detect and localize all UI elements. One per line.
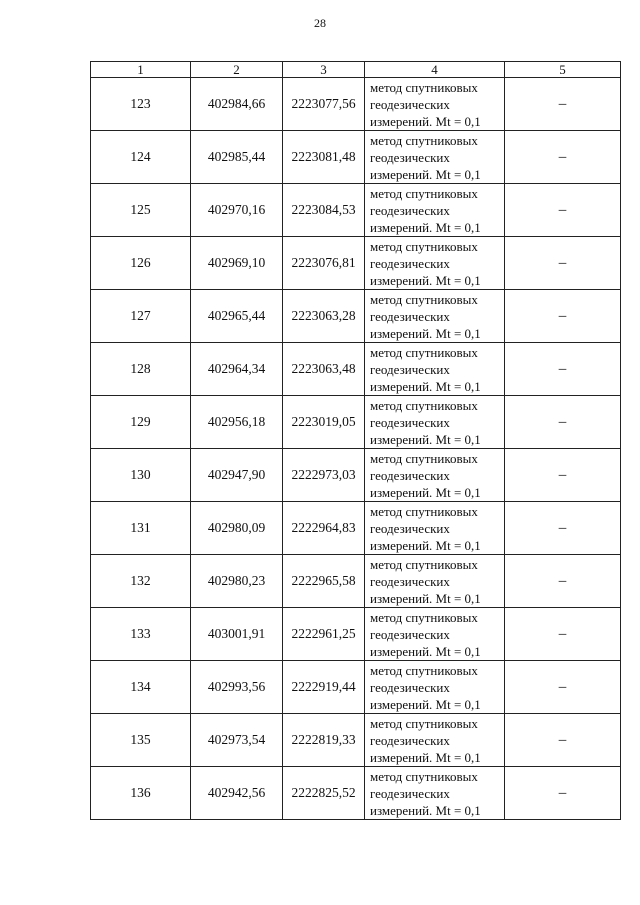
page-number: 28: [314, 16, 326, 30]
cell-point-id: 136: [91, 767, 191, 820]
cell-x-coordinate: 403001,91: [191, 608, 283, 661]
cell-method: метод спутниковых геодезических измерений. Mt = 0,1: [365, 502, 505, 555]
cell-x-coordinate: 402942,56: [191, 767, 283, 820]
table-row: [91, 396, 621, 449]
cell-note: –: [505, 714, 621, 767]
table-row: [91, 555, 621, 608]
column-header-4: 4: [365, 62, 505, 78]
cell-y-coordinate: 2223084,53: [283, 184, 365, 237]
cell-method: метод спутниковых геодезических измерений. Mt = 0,1: [365, 237, 505, 290]
cell-x-coordinate: 402973,54: [191, 714, 283, 767]
cell-y-coordinate: 2223019,05: [283, 396, 365, 449]
cell-method: метод спутниковых геодезических измерений. Mt = 0,1: [365, 608, 505, 661]
cell-point-id: 132: [91, 555, 191, 608]
cell-method: метод спутниковых геодезических измерений. Mt = 0,1: [365, 714, 505, 767]
table-row: [91, 184, 621, 237]
table-row: [91, 449, 621, 502]
cell-note: –: [505, 184, 621, 237]
table-row: [91, 661, 621, 714]
cell-point-id: 131: [91, 502, 191, 555]
cell-point-id: 134: [91, 661, 191, 714]
cell-note: –: [505, 608, 621, 661]
cell-y-coordinate: 2222825,52: [283, 767, 365, 820]
cell-point-id: 127: [91, 290, 191, 343]
cell-method: метод спутниковых геодезических измерений. Mt = 0,1: [365, 396, 505, 449]
table-row: [91, 502, 621, 555]
column-header-2: 2: [191, 62, 283, 78]
table-row: [91, 237, 621, 290]
table-row: [91, 131, 621, 184]
cell-x-coordinate: 402970,16: [191, 184, 283, 237]
coordinates-table: [90, 61, 621, 820]
table-header-row: [91, 62, 621, 78]
cell-x-coordinate: 402964,34: [191, 343, 283, 396]
table-row: [91, 290, 621, 343]
cell-method: метод спутниковых геодезических измерений. Mt = 0,1: [365, 449, 505, 502]
cell-y-coordinate: 2223081,48: [283, 131, 365, 184]
cell-y-coordinate: 2222965,58: [283, 555, 365, 608]
table-row: [91, 78, 621, 131]
cell-point-id: 133: [91, 608, 191, 661]
cell-y-coordinate: 2222919,44: [283, 661, 365, 714]
cell-note: –: [505, 502, 621, 555]
cell-y-coordinate: 2223063,28: [283, 290, 365, 343]
cell-x-coordinate: 402969,10: [191, 237, 283, 290]
cell-method: метод спутниковых геодезических измерений. Mt = 0,1: [365, 767, 505, 820]
cell-method: метод спутниковых геодезических измерений. Mt = 0,1: [365, 290, 505, 343]
cell-y-coordinate: 2223077,56: [283, 78, 365, 131]
column-header-3: 3: [283, 62, 365, 78]
cell-point-id: 130: [91, 449, 191, 502]
cell-method: метод спутниковых геодезических измерений. Mt = 0,1: [365, 131, 505, 184]
column-header-1: 1: [91, 62, 191, 78]
cell-x-coordinate: 402984,66: [191, 78, 283, 131]
cell-note: –: [505, 767, 621, 820]
table-row: [91, 608, 621, 661]
cell-y-coordinate: 2223063,48: [283, 343, 365, 396]
cell-method: метод спутниковых геодезических измерений. Mt = 0,1: [365, 184, 505, 237]
cell-x-coordinate: 402980,09: [191, 502, 283, 555]
cell-point-id: 124: [91, 131, 191, 184]
cell-note: –: [505, 343, 621, 396]
table-body: [91, 78, 621, 820]
cell-x-coordinate: 402980,23: [191, 555, 283, 608]
cell-point-id: 123: [91, 78, 191, 131]
cell-y-coordinate: 2222819,33: [283, 714, 365, 767]
cell-x-coordinate: 402956,18: [191, 396, 283, 449]
cell-x-coordinate: 402965,44: [191, 290, 283, 343]
cell-y-coordinate: 2222964,83: [283, 502, 365, 555]
cell-note: –: [505, 290, 621, 343]
cell-y-coordinate: 2222973,03: [283, 449, 365, 502]
cell-x-coordinate: 402993,56: [191, 661, 283, 714]
cell-x-coordinate: 402947,90: [191, 449, 283, 502]
cell-note: –: [505, 449, 621, 502]
cell-method: метод спутниковых геодезических измерений. Mt = 0,1: [365, 343, 505, 396]
cell-point-id: 135: [91, 714, 191, 767]
cell-x-coordinate: 402985,44: [191, 131, 283, 184]
cell-note: –: [505, 78, 621, 131]
cell-point-id: 126: [91, 237, 191, 290]
cell-note: –: [505, 131, 621, 184]
cell-point-id: 129: [91, 396, 191, 449]
cell-point-id: 128: [91, 343, 191, 396]
cell-method: метод спутниковых геодезических измерений. Mt = 0,1: [365, 661, 505, 714]
cell-y-coordinate: 2222961,25: [283, 608, 365, 661]
table-row: [91, 343, 621, 396]
column-header-5: 5: [505, 62, 621, 78]
cell-note: –: [505, 555, 621, 608]
table-row: [91, 767, 621, 820]
cell-note: –: [505, 661, 621, 714]
cell-method: метод спутниковых геодезических измерений. Mt = 0,1: [365, 555, 505, 608]
cell-y-coordinate: 2223076,81: [283, 237, 365, 290]
cell-method: метод спутниковых геодезических измерений. Mt = 0,1: [365, 78, 505, 131]
cell-point-id: 125: [91, 184, 191, 237]
table-row: [91, 714, 621, 767]
cell-note: –: [505, 396, 621, 449]
cell-note: –: [505, 237, 621, 290]
